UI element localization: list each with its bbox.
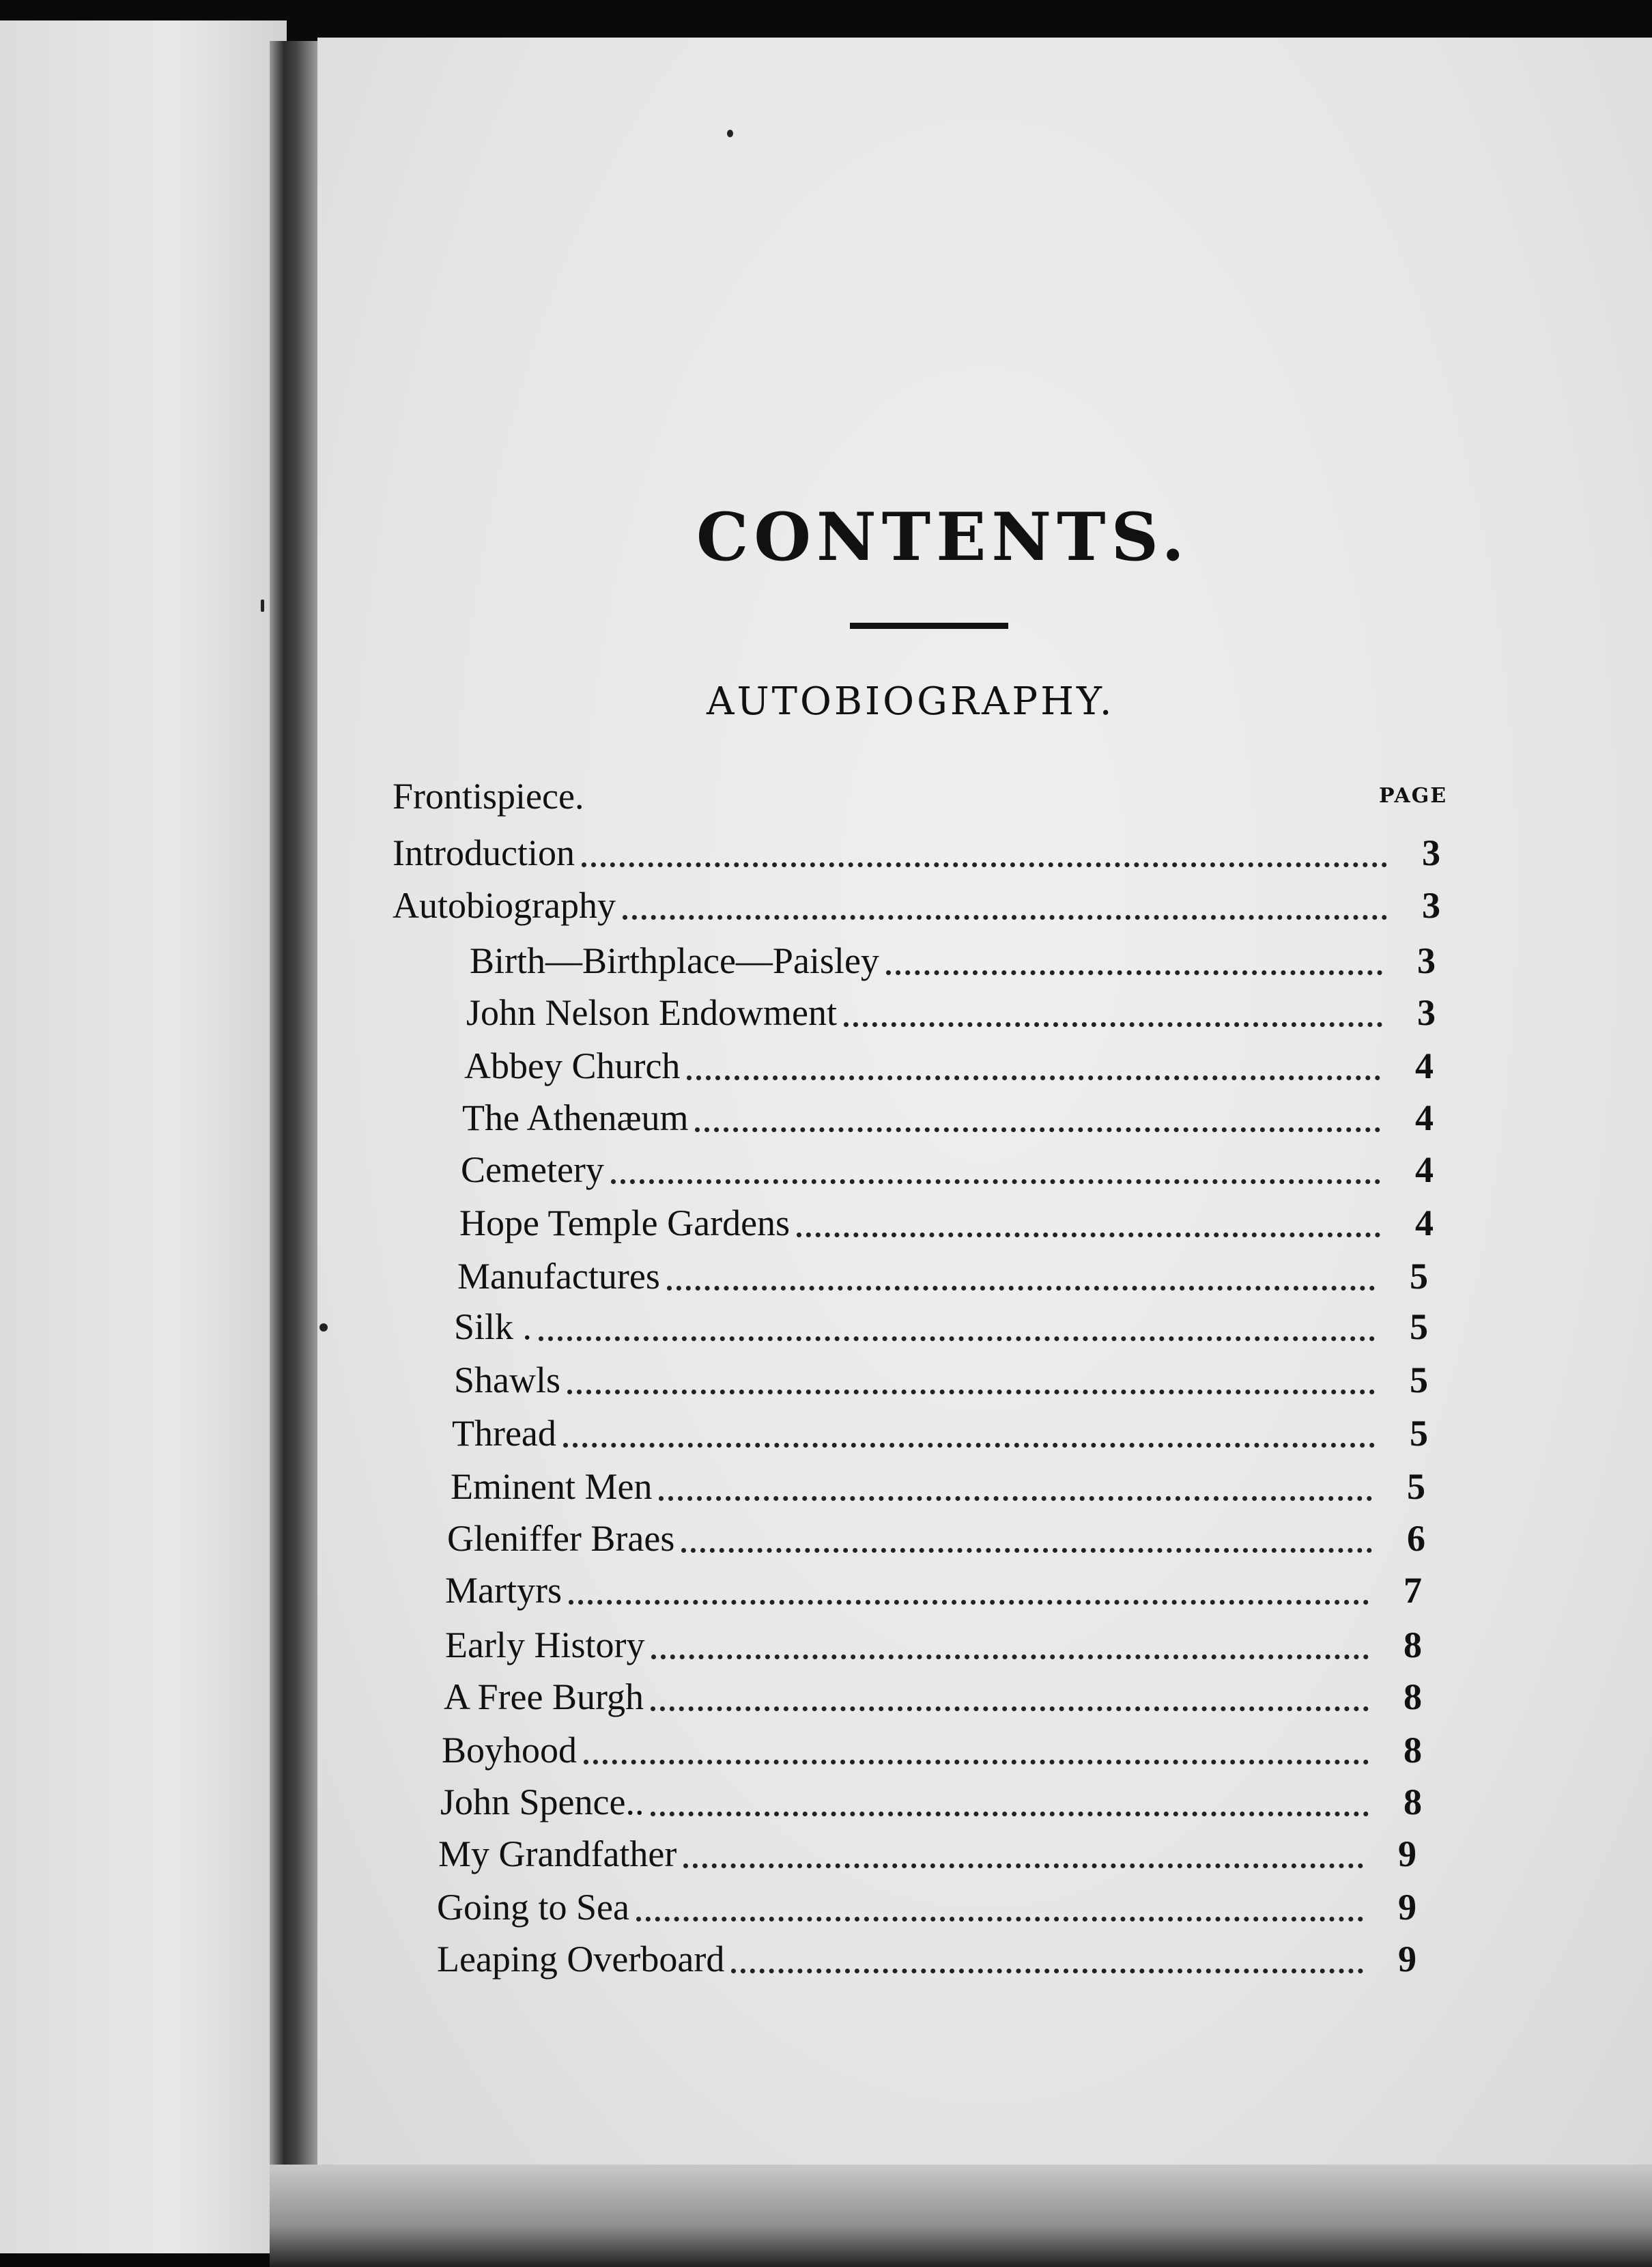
- toc-entry-label: Silk .: [454, 1306, 532, 1347]
- toc-entry-page: 5: [1407, 1466, 1425, 1507]
- dot-leader: [844, 1022, 1382, 1027]
- toc-entry-page: 3: [1422, 885, 1440, 926]
- toc-entry-page: 3: [1417, 940, 1436, 981]
- dot-leader: [651, 1812, 1369, 1816]
- dot-leader: [569, 1600, 1369, 1605]
- toc-entry-page: 7: [1404, 1570, 1422, 1611]
- dot-leader: [611, 1179, 1380, 1184]
- toc-entry-label: Birth—Birthplace—Paisley: [470, 940, 879, 981]
- toc-entry-label: Abbey Church: [464, 1045, 681, 1086]
- toc-entry: [464, 1045, 1434, 1087]
- toc-entry: [445, 1569, 1422, 1611]
- toc-entry-page: 3: [1417, 992, 1436, 1033]
- toc-entry: [445, 1624, 1422, 1666]
- toc-entry: [466, 991, 1436, 1034]
- dot-leader: [651, 1706, 1369, 1711]
- toc-entry-label: Shawls: [454, 1360, 561, 1400]
- toc-entry-page: 5: [1410, 1306, 1428, 1347]
- dot-leader: [567, 1390, 1375, 1394]
- toc-entry-label: Hope Temple Gardens: [459, 1202, 791, 1243]
- toc-entry-page: 9: [1398, 1939, 1416, 1980]
- toc-entry-page: 3: [1422, 832, 1440, 873]
- dot-leader: [582, 862, 1387, 867]
- toc-entry-page: 4: [1415, 1045, 1434, 1086]
- toc-entry-label: My Grandfather: [438, 1833, 677, 1874]
- toc-entry-label: Gleniffer Braes: [447, 1518, 675, 1559]
- dot-leader: [623, 915, 1387, 920]
- toc-entry-label: Cemetery: [461, 1149, 604, 1190]
- toc-entry-page: 8: [1404, 1624, 1422, 1665]
- toc-entry: [393, 832, 1440, 874]
- dot-leader: [539, 1336, 1375, 1341]
- toc-entry-page: 5: [1410, 1360, 1428, 1400]
- toc-entry-label: A Free Burgh: [444, 1676, 644, 1717]
- toc-entry: [451, 1465, 1425, 1508]
- page-column-header: PAGE: [1379, 784, 1448, 808]
- toc-entry: [444, 1676, 1422, 1718]
- toc-entry: [437, 1886, 1416, 1928]
- toc-entry: [470, 940, 1436, 982]
- toc-entry-page: 8: [1404, 1730, 1422, 1771]
- toc-entry-label: Manufactures: [457, 1256, 660, 1297]
- dot-leader: [681, 1548, 1372, 1553]
- dot-leader: [659, 1496, 1372, 1501]
- toc-entry-label: The Athenæum: [462, 1097, 689, 1138]
- toc-entry-label: Going to Sea: [437, 1887, 629, 1928]
- dot-leader: [683, 1863, 1363, 1868]
- dot-leader: [687, 1075, 1380, 1080]
- dot-leader: [636, 1917, 1363, 1921]
- dot-leader: [695, 1127, 1380, 1132]
- dot-leader: [731, 1969, 1363, 1973]
- toc-entry-page: 4: [1415, 1202, 1434, 1243]
- toc-entry-label: Boyhood: [442, 1730, 578, 1771]
- toc-entry-page: 8: [1404, 1782, 1422, 1822]
- toc-entry: [393, 884, 1440, 927]
- toc-entry: [454, 1306, 1428, 1348]
- toc-entry-label: Thread: [452, 1413, 556, 1454]
- toc-entry-label: John Nelson Endowment: [466, 992, 837, 1033]
- toc-entry: [440, 1781, 1422, 1823]
- dot-leader: [563, 1443, 1375, 1448]
- toc-entry: [447, 1517, 1425, 1560]
- toc-entry-label: Martyrs: [445, 1570, 562, 1611]
- toc-entry: [459, 1202, 1434, 1244]
- dot-leader: [886, 970, 1382, 975]
- toc-entry-page: 5: [1410, 1413, 1428, 1454]
- toc-entry-label: John Spence..: [440, 1782, 644, 1822]
- section-heading: AUTOBIOGRAPHY.: [707, 679, 1115, 724]
- dot-leader: [584, 1760, 1369, 1764]
- dot-leader: [651, 1655, 1369, 1659]
- toc-entry-page: 9: [1398, 1887, 1416, 1928]
- toc-entry-label: Introduction: [393, 832, 575, 873]
- toc-entry: [462, 1097, 1434, 1139]
- toc-entry-label: Early History: [445, 1624, 645, 1665]
- toc-entry: [438, 1833, 1416, 1875]
- toc-entry-page: 4: [1415, 1149, 1434, 1190]
- toc-entry-page: 5: [1410, 1256, 1428, 1297]
- toc-entry: [437, 1938, 1416, 1980]
- toc-entry-page: 9: [1398, 1833, 1416, 1874]
- toc-entry-page: 6: [1407, 1518, 1425, 1559]
- toc-entry: [452, 1412, 1428, 1454]
- toc-entry-page: 8: [1404, 1676, 1422, 1717]
- toc-entry: [457, 1255, 1428, 1297]
- toc-entry-label: Leaping Overboard: [437, 1939, 725, 1980]
- toc-entry: [461, 1149, 1434, 1191]
- frontispiece-entry: Frontispiece.: [393, 776, 584, 817]
- toc-entry-label: Autobiography: [393, 885, 616, 926]
- toc-entry-label: Eminent Men: [451, 1466, 653, 1507]
- toc-entry: [442, 1729, 1422, 1771]
- toc-entry-page: 4: [1415, 1097, 1434, 1138]
- dot-leader: [667, 1286, 1375, 1291]
- page-title: CONTENTS.: [696, 498, 1190, 576]
- dot-leader: [797, 1233, 1380, 1237]
- toc-entry: [454, 1359, 1428, 1401]
